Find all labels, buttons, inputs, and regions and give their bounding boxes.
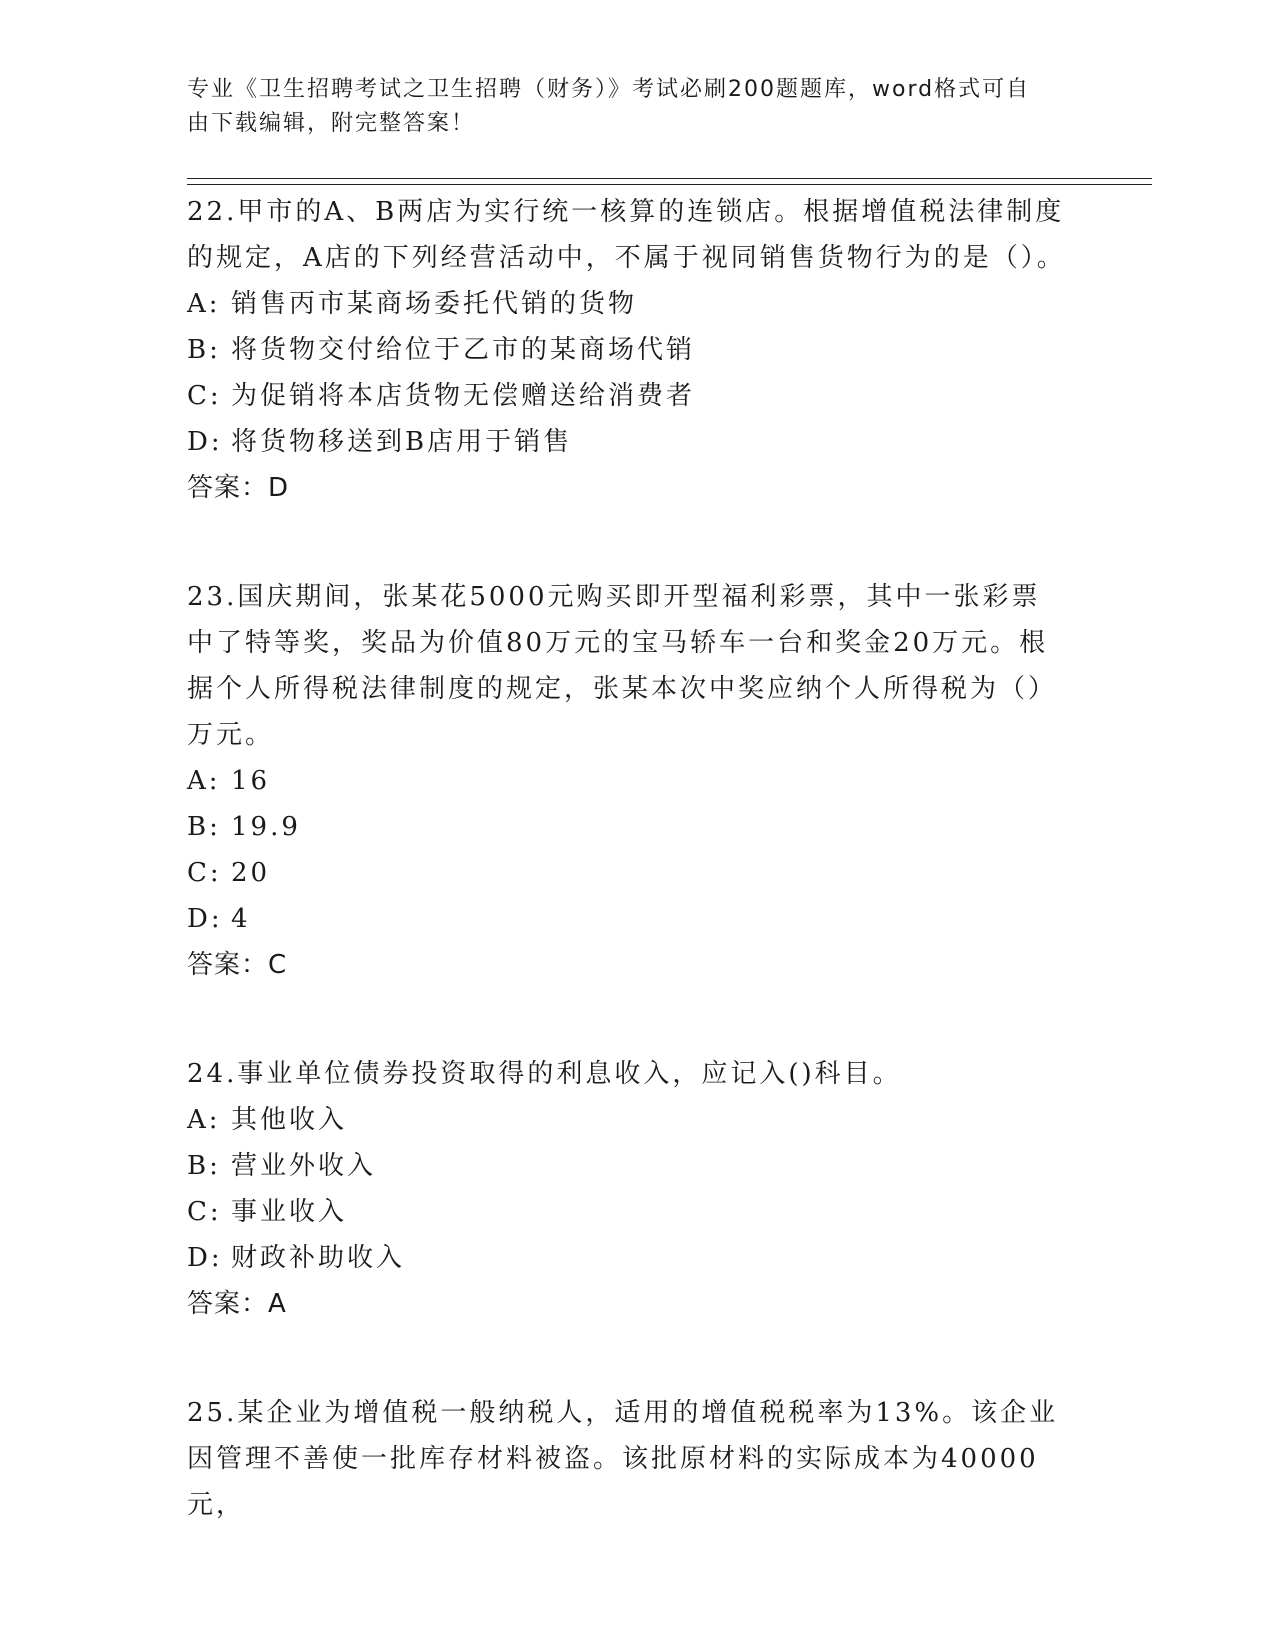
option-d [187, 1235, 1067, 1281]
option-c [187, 850, 1067, 896]
option-text: 将货物移送到B店用于销售 [231, 427, 573, 457]
option-text: 19.9 [231, 812, 301, 842]
option-text: 4 [231, 904, 251, 934]
option-text: 为促销将本店货物无偿赠送给消费者 [231, 381, 696, 411]
header-line-2: 由下载编辑，附完整答案！ [187, 111, 476, 136]
option-label: A: [187, 766, 221, 796]
option-a [187, 1097, 1067, 1143]
question-stem: 22.甲市的A、B两店为实行统一核算的连锁店。根据增值税法律制度的规定，A店的下列经营活动中，不属于视同销售货物行为的是（）。 [187, 197, 1066, 273]
header-line-1: 专业《卫生招聘考试之卫生招聘（财务）》考试必刷200题题库，word格式可自 [187, 77, 1031, 102]
question-22 [187, 189, 1067, 511]
option-text: 16 [231, 766, 271, 796]
option-c [187, 373, 1067, 419]
question-25 [187, 1390, 1067, 1528]
question-23 [187, 574, 1067, 988]
option-label: D: [187, 427, 223, 457]
option-label: D: [187, 1243, 223, 1273]
option-label: C: [187, 1197, 222, 1227]
option-label: C: [187, 381, 222, 411]
option-d [187, 419, 1067, 465]
option-label: A: [187, 1105, 221, 1135]
header-divider-top [187, 178, 1152, 179]
option-a [187, 281, 1067, 327]
option-text: 销售丙市某商场委托代销的货物 [231, 289, 638, 319]
option-label: B: [187, 335, 221, 365]
question-stem: 23.国庆期间，张某花5000元购买即开型福利彩票，其中一张彩票中了特等奖，奖品为价值80万元的宝马轿车一台和奖金20万元。根据个人所得税法律制度的规定，张某本次中奖应纳个人所得税为（）万元。 [187, 582, 1058, 750]
answer-line: 答案：C [187, 950, 288, 980]
document-header [187, 73, 1067, 141]
option-b [187, 804, 1067, 850]
option-label: B: [187, 1151, 221, 1181]
question-stem: 24.事业单位债券投资取得的利息收入，应记入()科目。 [187, 1059, 902, 1089]
option-a [187, 758, 1067, 804]
option-text: 20 [231, 858, 271, 888]
option-text: 其他收入 [231, 1105, 348, 1135]
question-24 [187, 1051, 1067, 1327]
option-label: C: [187, 858, 222, 888]
question-list [187, 189, 1067, 1591]
option-text: 财政补助收入 [231, 1243, 406, 1273]
option-label: B: [187, 812, 221, 842]
option-text: 将货物交付给位于乙市的某商场代销 [231, 335, 696, 365]
option-d [187, 896, 1067, 942]
option-b [187, 1143, 1067, 1189]
answer-line: 答案：D [187, 473, 290, 503]
option-text: 营业外收入 [231, 1151, 377, 1181]
option-label: A: [187, 289, 221, 319]
option-c [187, 1189, 1067, 1235]
option-text: 事业收入 [231, 1197, 348, 1227]
answer-line: 答案：A [187, 1289, 287, 1319]
header-divider-bottom [187, 184, 1152, 185]
question-stem: 25.某企业为增值税一般纳税人，适用的增值税税率为13%。该企业因管理不善使一批库存材料被盗。该批原材料的实际成本为40000元， [187, 1398, 1059, 1520]
option-b [187, 327, 1067, 373]
option-label: D: [187, 904, 223, 934]
